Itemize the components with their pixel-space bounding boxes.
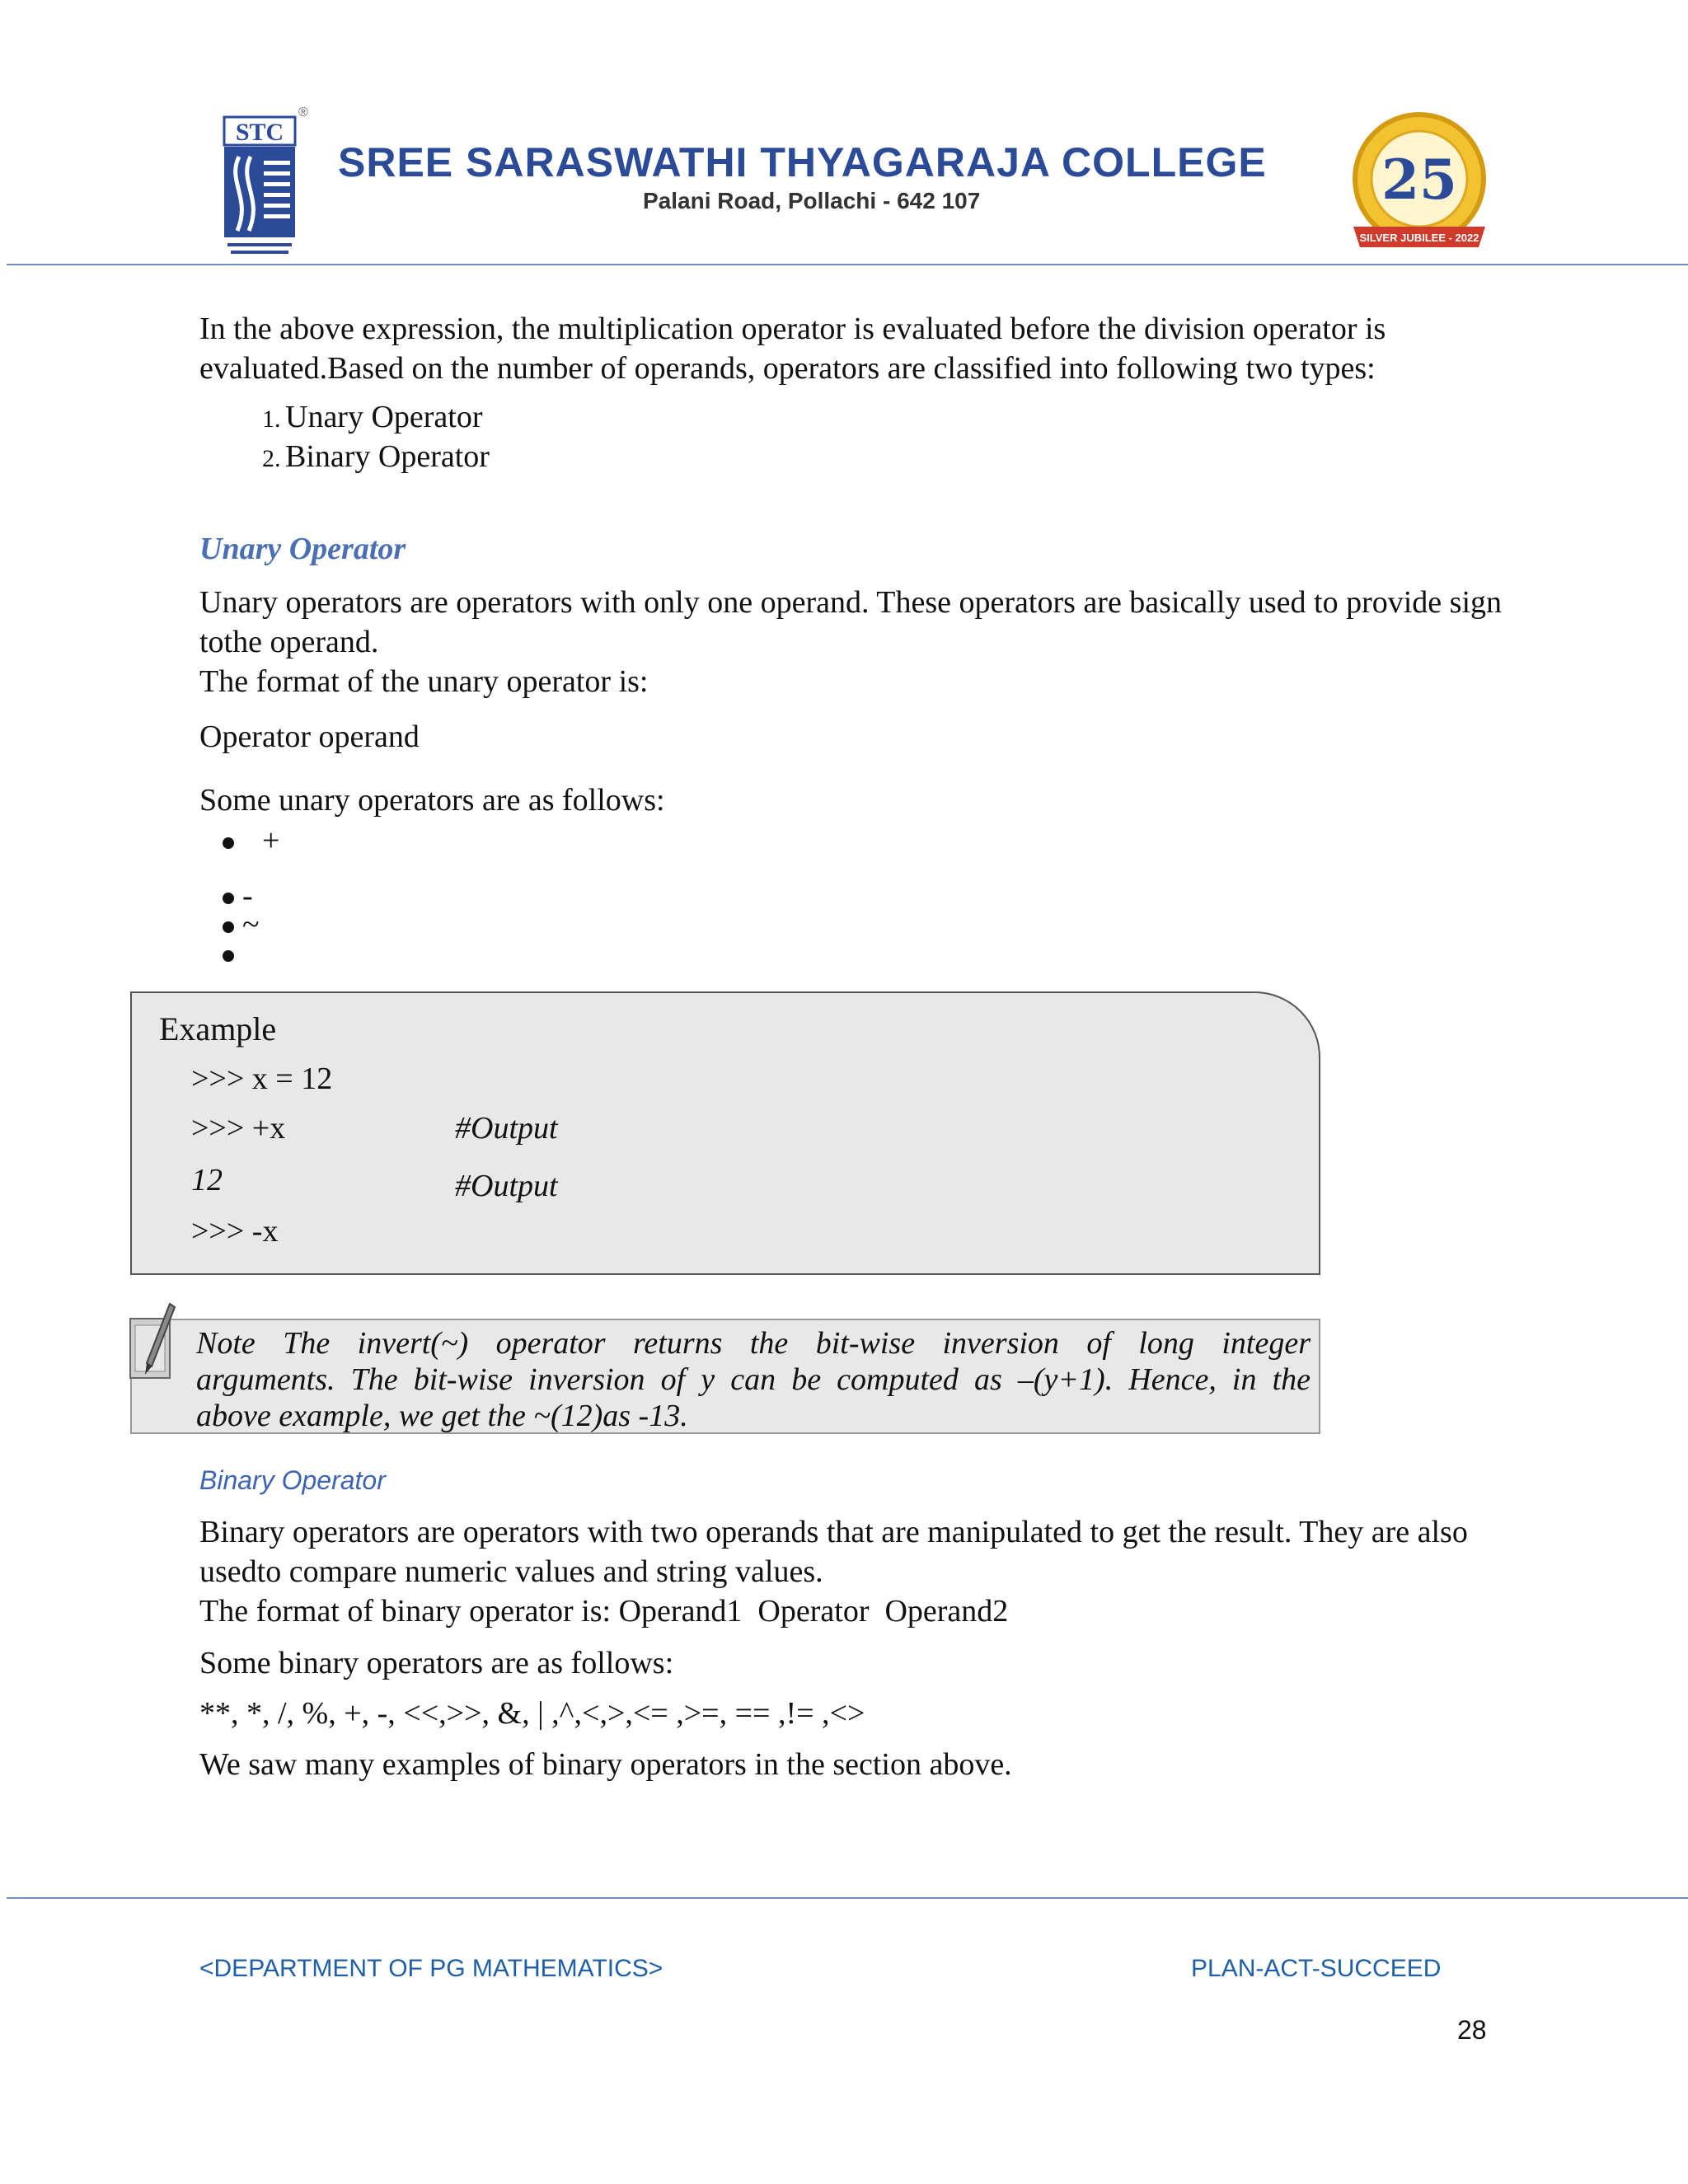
college-name: SREE SARASWATHI THYAGARAJA COLLEGE	[338, 139, 1267, 185]
silver-jubilee-emblem	[1337, 111, 1502, 255]
note-line: above example, we get the ~(12)as -13.	[196, 1399, 688, 1433]
types-list-item	[262, 437, 490, 479]
note-line: Note The invert(~) operator returns the bit-wise inversion of long integer	[196, 1326, 1311, 1361]
list-text: Unary Operator	[285, 400, 483, 434]
note-pencil-icon	[127, 1302, 178, 1381]
college-logo	[223, 115, 297, 264]
list-item	[223, 935, 234, 972]
list-number: 1.	[262, 405, 281, 433]
footer-motto: PLAN-ACT-SUCCEED	[1191, 1955, 1442, 1982]
example-title: Example	[159, 1010, 277, 1047]
bullet-icon	[223, 837, 234, 849]
example-output: 12	[191, 1163, 223, 1197]
binary-heading: Binary Operator	[199, 1465, 386, 1495]
list-item: ~	[223, 907, 260, 943]
note-line: arguments. The bit-wise inversion of y can be computed as –(y+1). Hence, in the	[196, 1362, 1311, 1397]
binary-format: The format of binary operator is: Operand1 Operator Operand2	[199, 1594, 1009, 1629]
registered-mark: ®	[298, 105, 308, 120]
example-comment: #Output	[455, 1169, 558, 1203]
college-address: Palani Road, Pollachi - 642 107	[643, 188, 981, 213]
header-rule	[7, 264, 1688, 265]
footer-department: <DEPARTMENT OF PG MATHEMATICS>	[199, 1955, 663, 1982]
unary-format: Operator operand	[199, 719, 420, 754]
bullet-icon	[223, 893, 234, 904]
list-number: 2.	[262, 445, 281, 472]
binary-list-lead: Some binary operators are as follows:	[199, 1646, 674, 1680]
jubilee-ribbon: SILVER JUBILEE - 2022	[1359, 232, 1479, 244]
page-number: 28	[1457, 2015, 1487, 2045]
example-code-line: >>> -x	[191, 1214, 279, 1249]
example-code-line: >>> +x	[191, 1111, 286, 1146]
jubilee-number: 25	[1381, 148, 1457, 212]
unary-heading: Unary Operator	[199, 532, 406, 566]
logo-text: STC	[235, 119, 284, 146]
example-code-line: >>> x = 12	[191, 1062, 333, 1096]
unary-format-lead: The format of the unary operator is:	[199, 664, 649, 699]
intro-paragraph: In the above expression, the multiplication operator is evaluated before the division operator is evaluated.Based on the number of operands, operators are classified into following two types:	[199, 312, 1386, 386]
unary-paragraph: Unary operators are operators with only one operand. These operators are basically used to provide sign tothe operand.	[199, 585, 1503, 659]
binary-paragraph: Binary operators are operators with two operands that are manipulated to get the result. They are also usedto compare numeric values and string values.	[199, 1515, 1468, 1589]
bullet-icon	[223, 950, 234, 962]
note-text	[196, 1325, 1311, 1434]
example-comment: #Output	[455, 1111, 558, 1146]
list-item: -	[223, 878, 253, 914]
footer-rule	[7, 1897, 1688, 1899]
list-text: Binary Operator	[285, 439, 490, 474]
bullet-icon	[223, 921, 234, 933]
list-item: +	[223, 823, 279, 859]
unary-list-lead: Some unary operators are as follows:	[199, 783, 665, 818]
types-list-item	[262, 397, 483, 439]
binary-closing: We saw many examples of binary operators in the section above.	[199, 1747, 1012, 1782]
example-box	[130, 991, 1320, 1275]
binary-operator-list: **, *, /, %, +, -, <<,>>, &, | ,^,<,>,<= ,>=, == ,!= ,<>	[199, 1696, 865, 1731]
